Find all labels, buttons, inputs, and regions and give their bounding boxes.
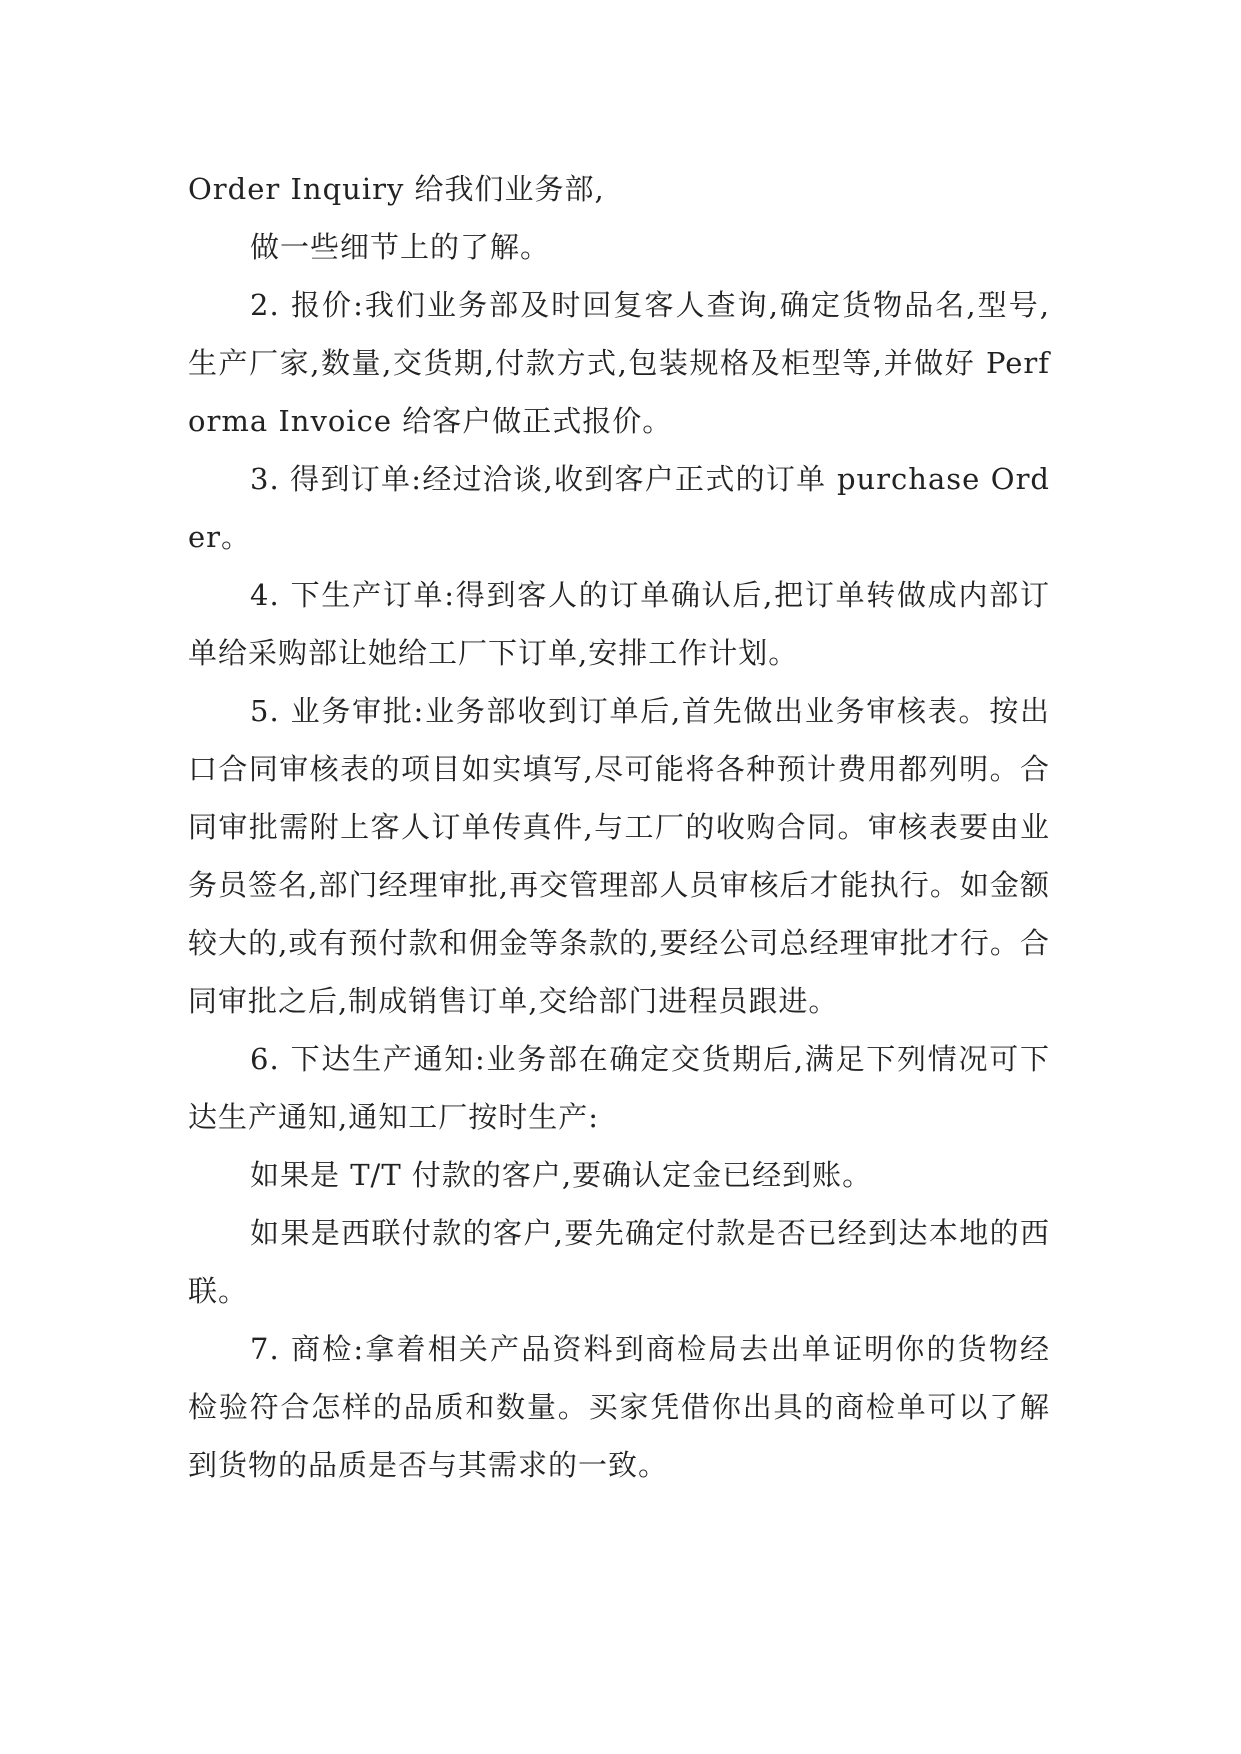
paragraph-tt-payment: 如果是 T/T 付款的客户,要确认定金已经到账。 bbox=[250, 1158, 873, 1192]
paragraph-production-order: 4. 下生产订单:得到客人的订单确认后,把订单转做成内部订单给采购部让她给工厂下订单,安排工作计划。 bbox=[188, 578, 1050, 670]
paragraph-production-notice: 6. 下达生产通知:业务部在确定交货期后,满足下列情况可下达生产通知,通知工厂按时生产: bbox=[188, 1042, 1050, 1134]
paragraph-western-union: 如果是西联付款的客户,要先确定付款是否已经到达本地的西联。 bbox=[188, 1216, 1050, 1308]
document-body bbox=[188, 160, 1050, 1494]
paragraph-business-approval: 5. 业务审批:业务部收到订单后,首先做出业务审核表。按出口合同审核表的项目如实填写,尽可能将各种预计费用都列明。合同审批需附上客人订单传真件,与工厂的收购合同。审核表要由业务员签名,部门经理审批,再交管理部人员审核后才能执行。如金额较大的,或有预付款和佣金等条款的,要经公司总经理审批才行。合同审批之后,制成销售订单,交给部门进程员跟进。 bbox=[188, 694, 1050, 1018]
paragraph-inspection: 7. 商检:拿着相关产品资料到商检局去出单证明你的货物经检验符合怎样的品质和数量。买家凭借你出具的商检单可以了解到货物的品质是否与其需求的一致。 bbox=[188, 1332, 1050, 1482]
paragraph-details: 做一些细节上的了解。 bbox=[250, 230, 551, 264]
paragraph-quotation: 2. 报价:我们业务部及时回复客人查询,确定货物品名,型号,生产厂家,数量,交货期,付款方式,包装规格及柜型等,并做好 Performa Invoice 给客户做正式报价。 bbox=[188, 288, 1050, 438]
paragraph-order-inquiry: Order Inquiry 给我们业务部, bbox=[188, 172, 605, 206]
paragraph-get-order: 3. 得到订单:经过洽谈,收到客户正式的订单 purchase Order。 bbox=[188, 462, 1050, 554]
